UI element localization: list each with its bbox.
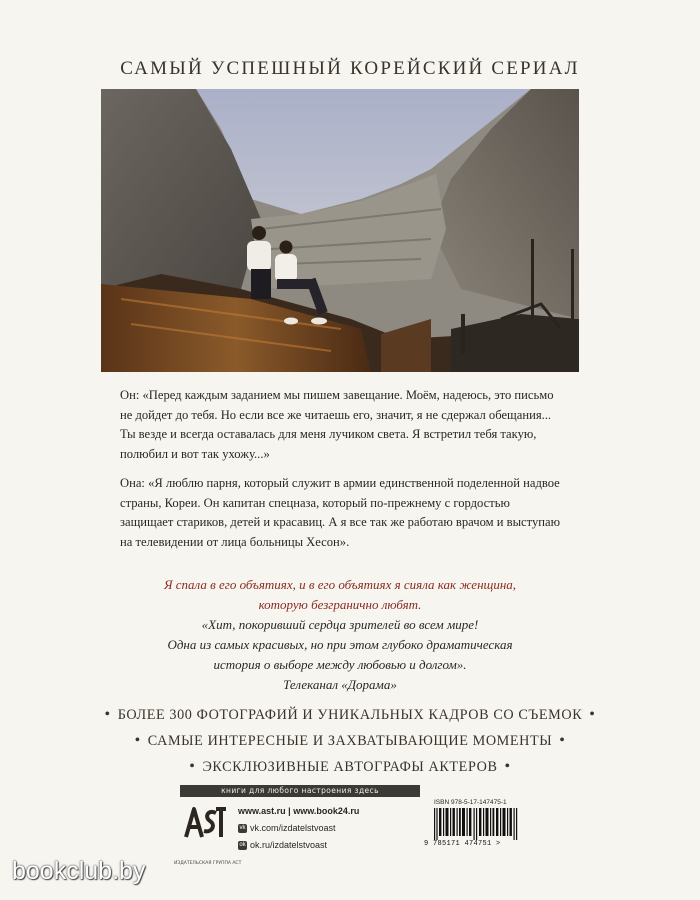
logo-subtitle: ИЗДАТЕЛЬСКАЯ ГРУППА АСТ xyxy=(174,861,242,866)
ast-logo xyxy=(174,803,242,866)
bullet-dot: • xyxy=(504,758,511,775)
ast-logo-icon xyxy=(180,803,228,843)
bullet-item xyxy=(0,728,700,754)
quote-line-3: «Хит, покоривший сердца зрителей во всем мире! xyxy=(201,617,479,632)
cliff-scene-illustration xyxy=(101,89,579,372)
quote-line-4: Одна из самых красивых, но при этом глубоко драматическая xyxy=(167,637,513,652)
vk-link-text: vk.com/izdatelstvoast xyxy=(250,823,336,833)
quote-red-line-2: которую безгранично любят. xyxy=(258,597,422,612)
bullet-dot: • xyxy=(189,758,196,775)
bullet-dot: • xyxy=(104,706,111,723)
bullet-item xyxy=(0,702,700,728)
ok-link-text: ok.ru/izdatelstvoast xyxy=(250,840,328,850)
websites[interactable]: www.ast.ru | www.book24.ru xyxy=(238,806,360,816)
vk-icon: vk xyxy=(239,825,246,831)
bullet-item xyxy=(0,754,700,780)
bullet-dot: • xyxy=(589,706,596,723)
cover-photo xyxy=(101,89,579,372)
barcode-icon xyxy=(434,808,524,840)
publisher-tagline: книги для любого настроения здесь xyxy=(180,785,420,797)
feature-bullets xyxy=(0,702,700,780)
paragraph-she: Она: «Я люблю парня, который служит в армии единственной поделенной надвое страны, Кореи. Он капитан спецназа, который по-прежнему с гордостью защищает стариков, детей и красавиц. А я все так же работаю врачом и выступаю на телевидении от лица больницы Хесон». xyxy=(120,476,560,549)
bullet-text: ЭКСКЛЮЗИВНЫЕ АВТОГРАФЫ АКТЕРОВ xyxy=(202,759,498,775)
isbn-block xyxy=(416,799,526,853)
ok-icon: ok xyxy=(239,842,246,848)
publisher-links xyxy=(238,803,428,854)
ok-link[interactable] xyxy=(238,837,428,854)
vk-link[interactable] xyxy=(238,820,428,837)
bullet-dot: • xyxy=(134,732,141,749)
publisher-footer xyxy=(174,785,520,866)
quote-red-line-1: Я спала в его объятиях, и в его объятиях я сияла как женщина, xyxy=(163,577,517,592)
bullet-text: САМЫЕ ИНТЕРЕСНЫЕ И ЗАХВАТЫВАЮЩИЕ МОМЕНТЫ xyxy=(147,733,553,749)
quote-block xyxy=(100,575,580,695)
barcode-number: 9 785171 474751 > xyxy=(424,840,501,848)
isbn-text: ISBN 978-5-17-147475-1 xyxy=(434,799,507,806)
quote-source: Телеканал «Дорама» xyxy=(283,677,397,692)
watermark: bookclub.by xyxy=(12,857,146,885)
paragraph-he: Он: «Перед каждым заданием мы пишем завещание. Моём, надеюсь, это письмо не дойдет до тебя. Но если все же читаешь его, значит, я не сдержал обещания... Ты везде и всегда оставалась для меня лучиком света. Я встретил тебя такую, полюбил и вот так ухожу...» xyxy=(120,388,554,461)
bullet-dot: • xyxy=(559,732,566,749)
quote-line-5: история о выборе между любовью и долгом». xyxy=(213,657,467,672)
bullet-text: БОЛЕЕ 300 ФОТОГРАФИЙ И УНИКАЛЬНЫХ КАДРОВ СО СЪЕМОК xyxy=(117,707,583,723)
headline: САМЫЙ УСПЕШНЫЙ КОРЕЙСКИЙ СЕРИАЛ xyxy=(120,58,580,79)
